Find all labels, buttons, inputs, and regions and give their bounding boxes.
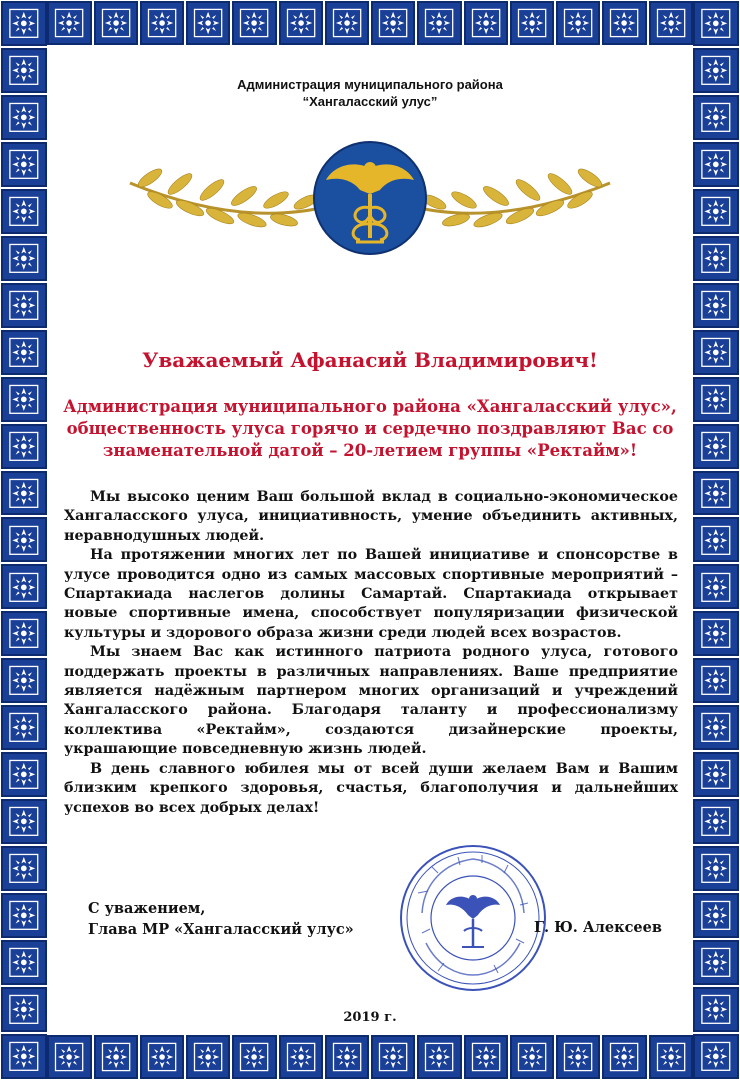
border-ornament-icon — [1, 1, 47, 46]
border-ornament-icon — [186, 1035, 230, 1079]
official-stamp — [398, 843, 548, 993]
border-ornament-icon — [693, 846, 739, 891]
border-ornament-icon — [602, 1, 646, 45]
signature-regards: С уважением, — [88, 900, 206, 917]
border-ornament-icon — [1, 893, 47, 938]
border-ornament-icon — [693, 236, 739, 281]
border-ornament-icon — [325, 1035, 369, 1079]
border-ornament-icon — [1, 48, 47, 93]
border-ornament-icon — [1, 564, 47, 609]
border-ornament-icon — [693, 564, 739, 609]
border-ornament-icon — [693, 142, 739, 187]
laurel-left-icon — [130, 166, 334, 230]
body-paragraph-3: Мы знаем Вас как истинного патриота родного улуса, готового поддержать проекты в различных направлениях. Ваше предприятие является надёжным партнером многих организаций и учреждений Хангаласского района. Благодаря таланту и профессионализму коллектива «Ректайм», создаются дизайнерские проекты, украшающие повседневную жизнь людей. — [64, 644, 678, 758]
border-ornament-icon — [693, 95, 739, 140]
letter-body — [64, 488, 678, 818]
border-ornament-icon — [371, 1035, 415, 1079]
border-ornament-icon — [47, 1035, 91, 1079]
body-paragraph-4: В день славного юбилея мы от всей души желаем Вам и Вашим близким крепкого здоровья, счастья, благополучия и дальнейших успехов во всех добрых делах! — [64, 760, 678, 816]
border-ornament-icon — [693, 893, 739, 938]
border-ornament-icon — [1, 236, 47, 281]
border-ornament-icon — [510, 1, 554, 45]
border-ornament-icon — [1, 377, 47, 422]
issuer-line-2: “Хангаласский улус” — [302, 94, 438, 109]
border-ornament-icon — [693, 940, 739, 985]
laurel-right-icon — [406, 166, 610, 230]
border-ornament-icon — [1, 752, 47, 797]
border-ornament-icon — [325, 1, 369, 45]
border-ornament-icon — [1, 940, 47, 985]
border-ornament-icon — [47, 1, 91, 45]
border-ornament-icon — [94, 1035, 138, 1079]
border-ornament-icon — [464, 1, 508, 45]
border-ornament-icon — [94, 1, 138, 45]
border-ornament-icon — [649, 1, 693, 45]
border-ornament-icon — [1, 471, 47, 516]
issuer-header — [60, 76, 680, 110]
letter-content — [60, 48, 680, 1032]
border-ornament-icon — [232, 1, 276, 45]
border-ornament-icon — [693, 330, 739, 375]
border-ornament-icon — [140, 1, 184, 45]
border-ornament-icon — [693, 377, 739, 422]
border-ornament-icon — [1, 987, 47, 1032]
border-ornament-icon — [693, 424, 739, 469]
border-top — [0, 0, 740, 46]
border-ornament-icon — [1, 517, 47, 562]
border-ornament-icon — [1, 705, 47, 750]
border-ornament-icon — [1, 799, 47, 844]
border-ornament-icon — [140, 1035, 184, 1079]
border-ornament-icon — [1, 95, 47, 140]
body-paragraph-1: Мы высоко ценим Ваш большой вклад в социально-экономическое Хангаласского улуса, инициативность, умение объединить активных, неравнодушных людей. — [64, 489, 678, 544]
signature-position: Глава МР «Хангаласский улус» — [88, 921, 354, 938]
border-left — [0, 0, 48, 1080]
border-ornament-icon — [693, 611, 739, 656]
border-ornament-icon — [693, 1, 739, 46]
border-right — [692, 0, 740, 1080]
border-ornament-icon — [232, 1035, 276, 1079]
stamp-eagle-icon — [446, 895, 500, 947]
border-ornament-icon — [556, 1035, 600, 1079]
coat-of-arms-emblem — [120, 138, 620, 258]
border-ornament-icon — [371, 1, 415, 45]
intro-line-2: общественность улуса горячо и сердечно поздравляют Вас со — [66, 419, 674, 438]
border-ornament-icon — [1, 424, 47, 469]
border-ornament-icon — [693, 658, 739, 703]
border-ornament-icon — [602, 1035, 646, 1079]
signature-block — [88, 898, 354, 940]
border-ornament-icon — [1, 1034, 47, 1079]
border-ornament-icon — [693, 283, 739, 328]
border-ornament-icon — [649, 1035, 693, 1079]
border-ornament-icon — [279, 1035, 323, 1079]
border-ornament-icon — [1, 189, 47, 234]
border-ornament-icon — [1, 142, 47, 187]
intro-line-1: Администрация муниципального района «Хангаласский улус», — [63, 397, 677, 416]
border-ornament-icon — [693, 799, 739, 844]
border-ornament-icon — [693, 987, 739, 1032]
document-year: 2019 г. — [343, 1010, 397, 1025]
border-ornament-icon — [1, 658, 47, 703]
border-ornament-icon — [417, 1035, 461, 1079]
border-ornament-icon — [693, 48, 739, 93]
border-ornament-icon — [1, 611, 47, 656]
border-ornament-icon — [417, 1, 461, 45]
border-ornament-icon — [186, 1, 230, 45]
border-ornament-icon — [693, 189, 739, 234]
border-ornament-icon — [693, 752, 739, 797]
border-ornament-icon — [693, 471, 739, 516]
border-ornament-icon — [1, 283, 47, 328]
congratulation-intro — [60, 396, 680, 462]
border-ornament-icon — [1, 846, 47, 891]
eagle-shield-icon — [314, 142, 426, 254]
border-ornament-icon — [556, 1, 600, 45]
border-ornament-icon — [510, 1035, 554, 1079]
border-bottom — [0, 1034, 740, 1080]
intro-line-3: знаменательной датой – 20-летием группы «Ректайм»! — [102, 441, 638, 460]
border-ornament-icon — [279, 1, 323, 45]
border-ornament-icon — [693, 517, 739, 562]
border-ornament-icon — [1, 330, 47, 375]
body-paragraph-2: На протяжении многих лет по Вашей инициативе и спонсорстве в улусе проводится одно из самых массовых спортивные мероприятий – Спартакиада наслегов долины Самартай. Спартакиада открывает новые спортивные имена, способствует популяризации физической культуры и здорового образа жизни среди людей всех возрастов. — [64, 547, 678, 641]
border-ornament-icon — [693, 705, 739, 750]
border-ornament-icon — [464, 1035, 508, 1079]
greeting-heading: Уважаемый Афанасий Владимирович! — [142, 348, 598, 372]
border-ornament-icon — [693, 1034, 739, 1079]
signatory-name: Г. Ю. Алексеев — [534, 919, 662, 936]
issuer-line-1: Администрация муниципального района — [237, 77, 503, 92]
